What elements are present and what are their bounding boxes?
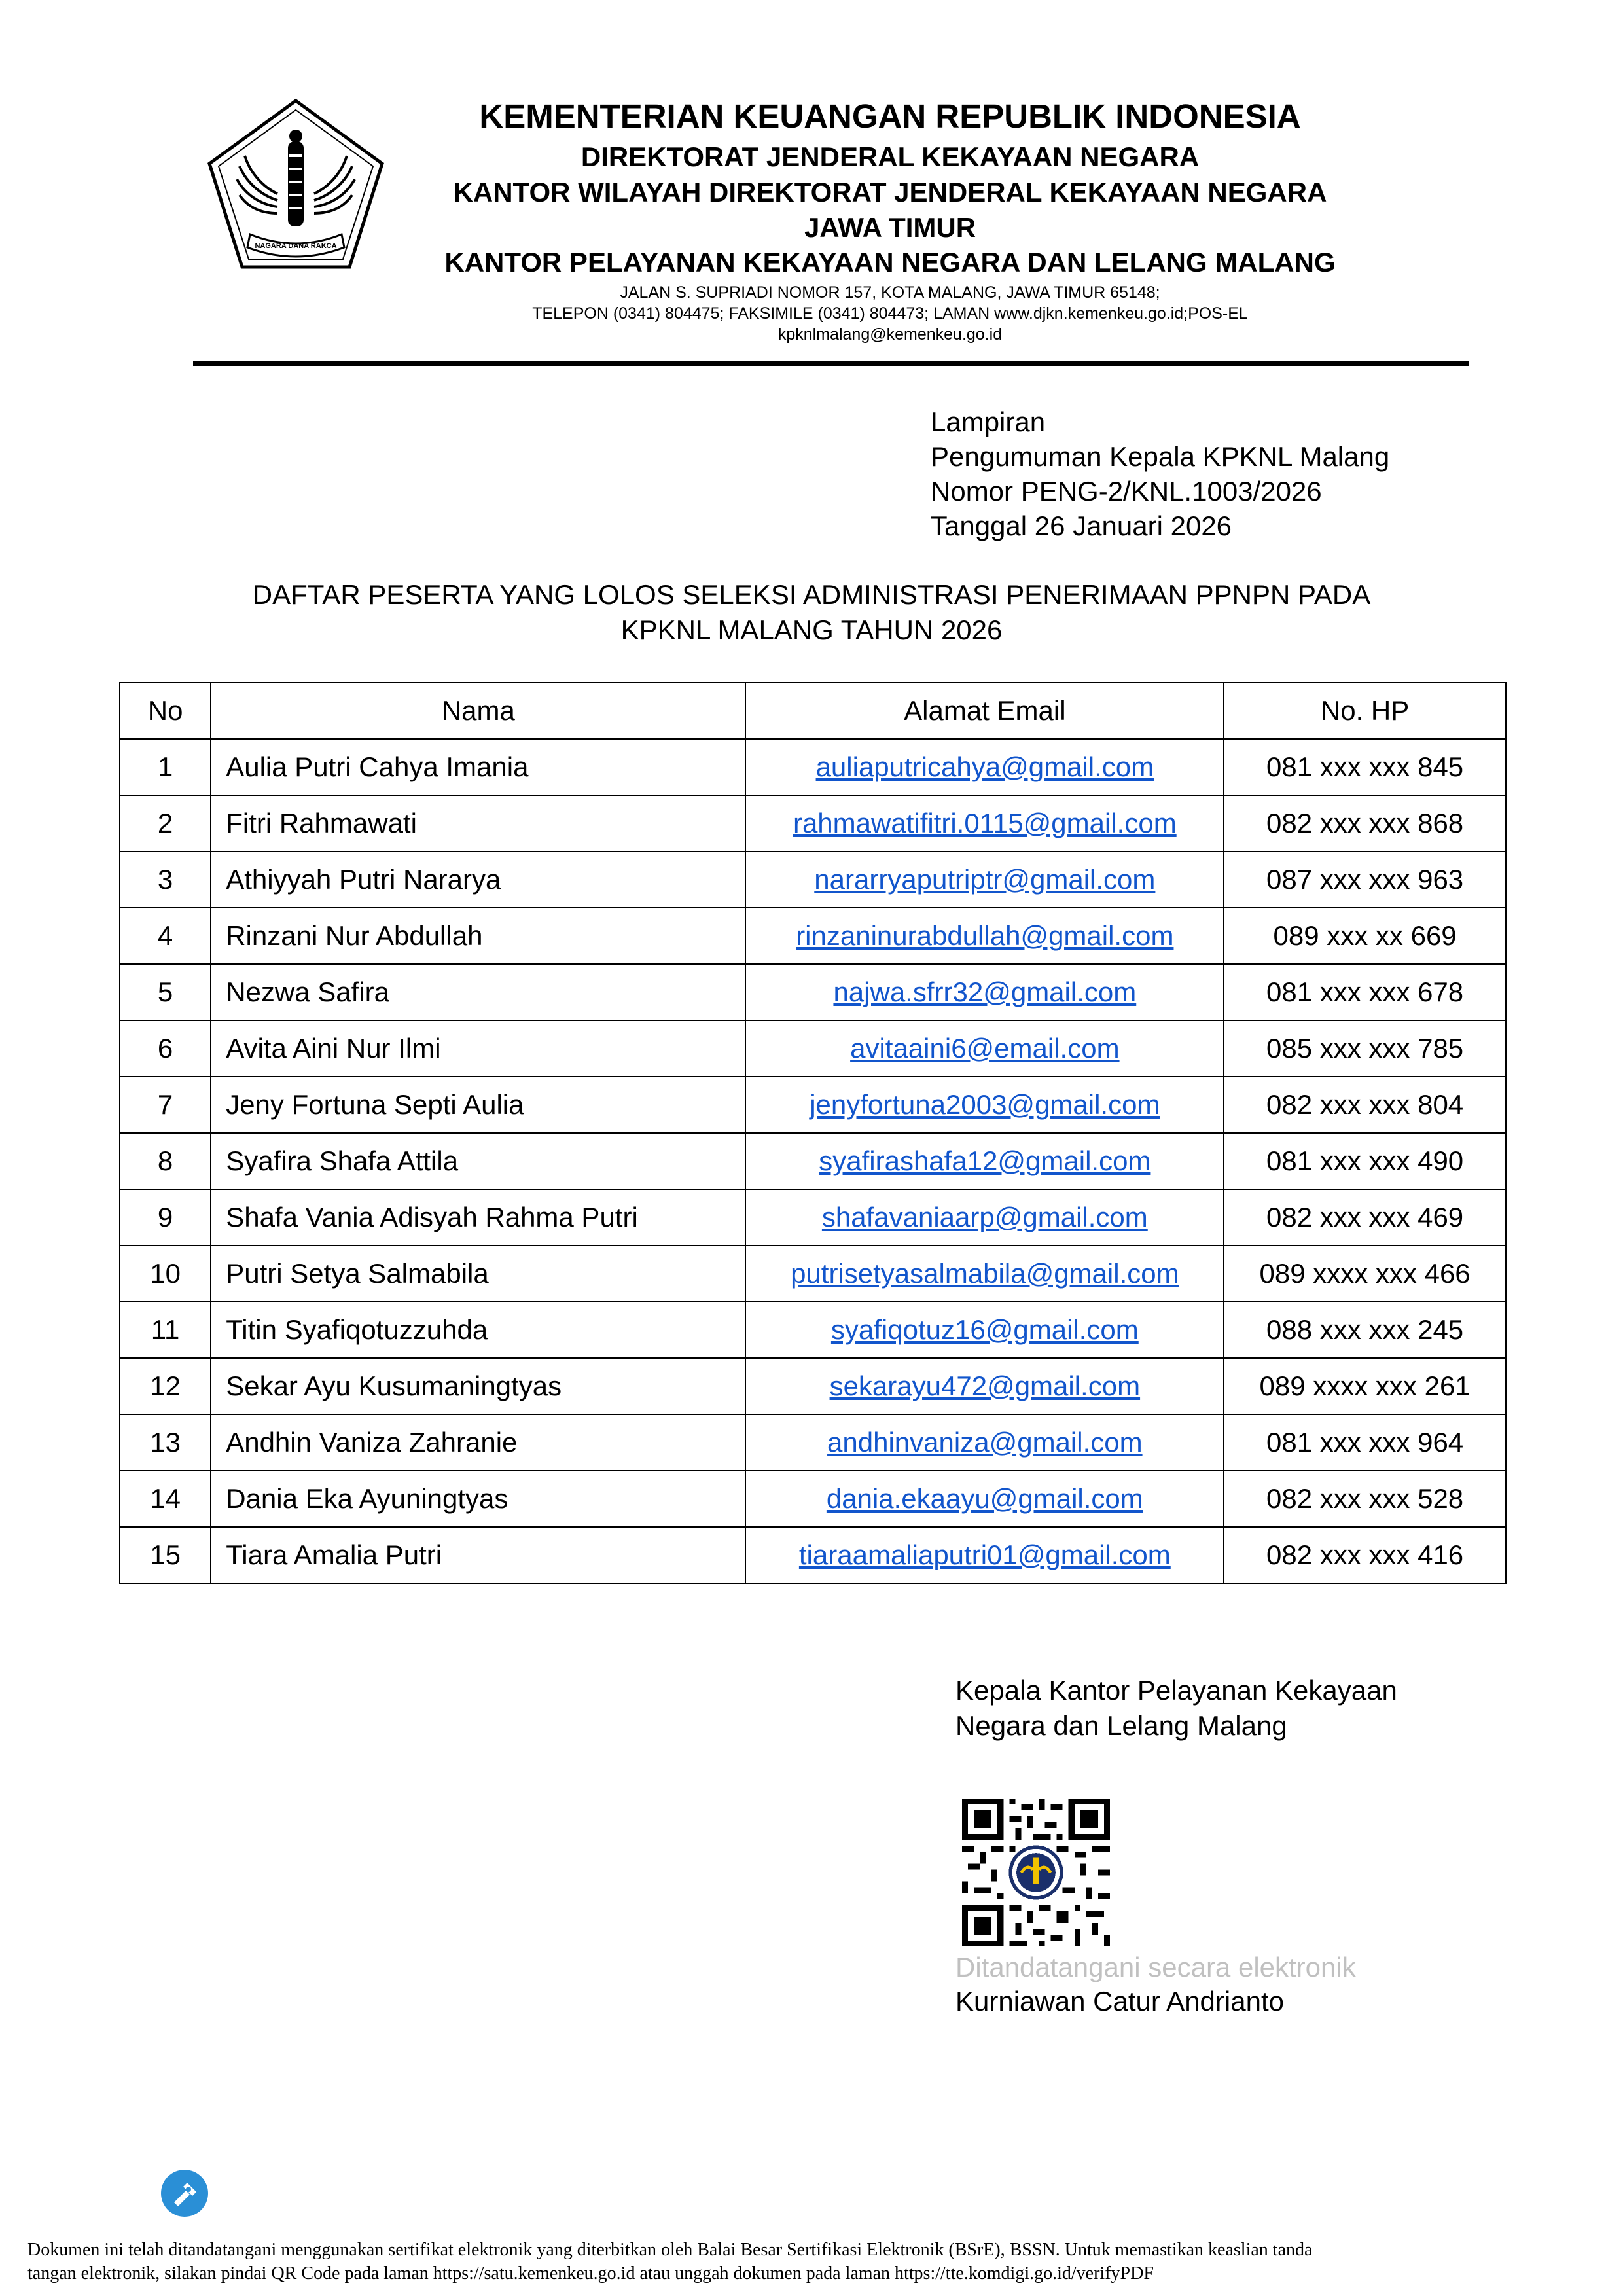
table-row <box>120 1133 1506 1189</box>
row-no: 14 <box>120 1471 211 1527</box>
row-email <box>745 852 1224 908</box>
participants-table <box>119 682 1507 1584</box>
row-nama: Titin Syafiqotuzzuhda <box>211 1302 745 1358</box>
row-hp: 082 xxx xxx 804 <box>1224 1077 1506 1133</box>
row-email <box>745 1471 1224 1527</box>
row-nama: Tiara Amalia Putri <box>211 1527 745 1583</box>
qr-code-icon[interactable] <box>962 1799 1110 1946</box>
row-nama: Avita Aini Nur Ilmi <box>211 1020 745 1077</box>
attachment-announcement: Pengumuman Kepala KPKNL Malang <box>931 441 1390 472</box>
signer-name: Kurniawan Catur Andrianto <box>955 1986 1284 2017</box>
header-hp: No. HP <box>1224 683 1506 739</box>
row-hp: 081 xxx xxx 964 <box>1224 1414 1506 1471</box>
row-email <box>745 1133 1224 1189</box>
ministry-name: KEMENTERIAN KEUANGAN REPUBLIK INDONESIA <box>479 98 1301 135</box>
email-link[interactable]: rahmawatifitri.0115@gmail.com <box>793 808 1177 838</box>
email-link[interactable]: dania.ekaayu@gmail.com <box>826 1483 1143 1514</box>
row-nama: Putri Setya Salmabila <box>211 1246 745 1302</box>
table-row <box>120 1246 1506 1302</box>
email-link[interactable]: syafirashafa12@gmail.com <box>819 1145 1151 1176</box>
row-email <box>745 1358 1224 1414</box>
row-nama: Aulia Putri Cahya Imania <box>211 739 745 795</box>
directorate-name: DIREKTORAT JENDERAL KEKAYAAN NEGARA <box>580 141 1200 172</box>
logo-motto: NAGARA DANA RAKCA <box>255 242 337 250</box>
footer-line-2: tangan elektronik, silakan pindai QR Code pada laman https://satu.kemenkeu.go.id atau unggah dokumen pada laman https://tte.komdigi.go.id/verifyPDF <box>27 2263 1154 2284</box>
table-row <box>120 1471 1506 1527</box>
footer-line-1: Dokumen ini telah ditandatangani menggunakan sertifikat elektronik yang diterbitkan oleh Balai Besar Sertifikasi Elektronik (BSrE), BSSN. Untuk memastikan keaslian tanda <box>27 2240 1313 2260</box>
row-no: 8 <box>120 1133 211 1189</box>
row-nama: Rinzani Nur Abdullah <box>211 908 745 964</box>
header-no: No <box>120 683 211 739</box>
row-no: 13 <box>120 1414 211 1471</box>
row-no: 3 <box>120 852 211 908</box>
row-nama: Fitri Rahmawati <box>211 795 745 852</box>
email-link[interactable]: rinzaninurabdullah@gmail.com <box>796 920 1174 951</box>
row-no: 10 <box>120 1246 211 1302</box>
email-link[interactable]: tiaraamaliaputri01@gmail.com <box>798 1539 1171 1570</box>
table-row <box>120 964 1506 1020</box>
row-nama: Dania Eka Ayuningtyas <box>211 1471 745 1527</box>
row-email <box>745 795 1224 852</box>
row-no: 5 <box>120 964 211 1020</box>
email-link[interactable]: syafiqotuz16@gmail.com <box>830 1314 1139 1345</box>
province-name: JAWA TIMUR <box>804 212 976 243</box>
row-nama: Athiyyah Putri Nararya <box>211 852 745 908</box>
table-header-row <box>120 683 1506 739</box>
table-row <box>120 795 1506 852</box>
row-hp: 088 xxx xxx 245 <box>1224 1302 1506 1358</box>
row-nama: Sekar Ayu Kusumaningtyas <box>211 1358 745 1414</box>
row-email <box>745 1189 1224 1246</box>
row-nama: Shafa Vania Adisyah Rahma Putri <box>211 1189 745 1246</box>
title-line-2: KPKNL MALANG TAHUN 2026 <box>620 615 1003 645</box>
row-email <box>745 1527 1224 1583</box>
row-email <box>745 964 1224 1020</box>
table-row <box>120 1302 1506 1358</box>
row-nama: Nezwa Safira <box>211 964 745 1020</box>
table-row <box>120 1020 1506 1077</box>
email-link[interactable]: avitaaini6@email.com <box>850 1033 1120 1064</box>
row-no: 9 <box>120 1189 211 1246</box>
row-hp: 087 xxx xxx 963 <box>1224 852 1506 908</box>
signer-position-line-1: Kepala Kantor Pelayanan Kekayaan <box>955 1675 1397 1706</box>
row-no: 12 <box>120 1358 211 1414</box>
table-row <box>120 739 1506 795</box>
email-link[interactable]: auliaputricahya@gmail.com <box>815 751 1154 782</box>
row-hp: 089 xxxx xxx 466 <box>1224 1246 1506 1302</box>
row-hp: 081 xxx xxx 678 <box>1224 964 1506 1020</box>
document-title <box>0 577 1623 648</box>
digital-signature-note: Ditandatangani secara elektronik <box>955 1952 1356 1982</box>
table-row <box>120 1358 1506 1414</box>
email-link[interactable]: najwa.sfrr32@gmail.com <box>833 977 1137 1007</box>
letterhead-divider <box>193 361 1469 366</box>
title-line-1: DAFTAR PESERTA YANG LOLOS SELEKSI ADMINISTRASI PENERIMAAN PPNPN PADA <box>252 579 1371 610</box>
attachment-info <box>931 404 1389 543</box>
table-row <box>120 1527 1506 1583</box>
kemenkeu-logo-icon <box>204 96 387 272</box>
row-email <box>745 908 1224 964</box>
row-nama: Andhin Vaniza Zahranie <box>211 1414 745 1471</box>
attachment-date: Tanggal 26 Januari 2026 <box>931 511 1232 541</box>
row-no: 15 <box>120 1527 211 1583</box>
email-link[interactable]: putrisetyasalmabila@gmail.com <box>791 1258 1179 1289</box>
row-email <box>745 1246 1224 1302</box>
row-hp: 082 xxx xxx 868 <box>1224 795 1506 852</box>
header-email: Alamat Email <box>745 683 1224 739</box>
row-email <box>745 1414 1224 1471</box>
row-email <box>745 739 1224 795</box>
row-hp: 082 xxx xxx 528 <box>1224 1471 1506 1527</box>
row-no: 6 <box>120 1020 211 1077</box>
office-name: KANTOR PELAYANAN KEKAYAAN NEGARA DAN LELANG MALANG <box>444 247 1336 278</box>
office-address: JALAN S. SUPRIADI NOMOR 157, KOTA MALANG, JAWA TIMUR 65148; <box>620 283 1160 302</box>
row-hp: 082 xxx xxx 416 <box>1224 1527 1506 1583</box>
row-hp: 089 xxxx xxx 261 <box>1224 1358 1506 1414</box>
row-hp: 082 xxx xxx 469 <box>1224 1189 1506 1246</box>
row-email <box>745 1302 1224 1358</box>
email-link[interactable]: shafavaniaarp@gmail.com <box>821 1202 1148 1232</box>
row-hp: 081 xxx xxx 490 <box>1224 1133 1506 1189</box>
row-no: 2 <box>120 795 211 852</box>
row-no: 1 <box>120 739 211 795</box>
row-hp: 085 xxx xxx 785 <box>1224 1020 1506 1077</box>
email-link[interactable]: sekarayu472@gmail.com <box>829 1371 1141 1401</box>
table-row <box>120 1189 1506 1246</box>
office-contact: TELEPON (0341) 804475; FAKSIMILE (0341) 804473; LAMAN www.djkn.kemenkeu.go.id;POS-EL <box>532 304 1248 323</box>
attachment-number: Nomor PENG-2/KNL.1003/2026 <box>931 476 1322 507</box>
row-nama: Syafira Shafa Attila <box>211 1133 745 1189</box>
row-hp: 081 xxx xxx 845 <box>1224 739 1506 795</box>
table-row <box>120 908 1506 964</box>
bsre-badge-icon <box>160 2168 209 2218</box>
row-no: 4 <box>120 908 211 964</box>
signer-position-line-2: Negara dan Lelang Malang <box>955 1710 1287 1741</box>
row-email <box>745 1077 1224 1133</box>
email-link[interactable]: andhinvaniza@gmail.com <box>827 1427 1143 1458</box>
email-link[interactable]: jenyfortuna2003@gmail.com <box>810 1089 1160 1120</box>
signer-position <box>955 1673 1397 1744</box>
table-row <box>120 1414 1506 1471</box>
attachment-label: Lampiran <box>931 406 1046 437</box>
row-nama: Jeny Fortuna Septi Aulia <box>211 1077 745 1133</box>
row-email <box>745 1020 1224 1077</box>
header-nama: Nama <box>211 683 745 739</box>
row-hp: 089 xxx xx 669 <box>1224 908 1506 964</box>
row-no: 11 <box>120 1302 211 1358</box>
office-email: kpknlmalang@kemenkeu.go.id <box>777 325 1003 344</box>
row-no: 7 <box>120 1077 211 1133</box>
email-link[interactable]: nararryaputriptr@gmail.com <box>814 864 1156 895</box>
regional-office-name: KANTOR WILAYAH DIREKTORAT JENDERAL KEKAYAAN NEGARA <box>453 177 1327 207</box>
footer-note <box>27 2238 1598 2286</box>
table-row <box>120 1077 1506 1133</box>
table-row <box>120 852 1506 908</box>
